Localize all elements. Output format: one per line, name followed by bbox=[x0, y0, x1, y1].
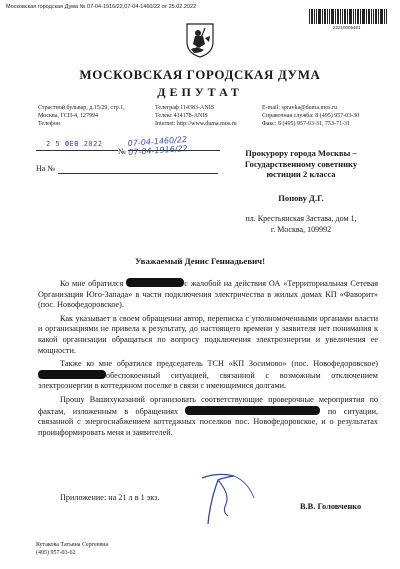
phone-label: Телефон bbox=[38, 121, 60, 127]
na-underline bbox=[58, 173, 218, 174]
address-line-1: Страстной бульвар, д.15/29, стр.1, bbox=[38, 105, 125, 111]
contacts-address bbox=[38, 104, 143, 128]
executor-phone: (495) 957-03-62 bbox=[36, 550, 76, 556]
address-line-2: Москва, ГСП-4, 127994 bbox=[38, 113, 99, 119]
paragraph-2: Как указывает в своем обращении автор, переписка с уполномоченными органами власти и организациями не привела к результату, до настоящего времени у заявителя нет понимания к какой организации обращаться по вопросу подключения электроэнергии и увеличения ее мощности. bbox=[38, 313, 378, 355]
p1-start: Ко мне обратился bbox=[60, 279, 124, 288]
recipient-name: Попову Д.Г. bbox=[278, 193, 324, 203]
contacts-email bbox=[262, 104, 396, 128]
p3-end: обеспокоенный ситуацией, связанной с возможным отключением электроэнергии в коттеджном поселке в связи с имеющимися долгами. bbox=[38, 370, 378, 391]
recipient-address-1: пл. Крестьянская Застава, дом 1, bbox=[245, 214, 357, 223]
redaction bbox=[126, 278, 184, 287]
executor-block bbox=[36, 541, 108, 557]
recipient-address bbox=[222, 214, 380, 235]
email-link[interactable]: E-mail: spravka@duma.mos.ru bbox=[262, 105, 338, 111]
help-service: Справочная служба: 8 (495) 957-03-30 bbox=[262, 113, 360, 119]
fax: Факс: 8 (495) 957-03-31, 753-71-31 bbox=[262, 121, 350, 127]
paragraph-1 bbox=[38, 278, 378, 311]
org-subtitle: ДЕПУТАТ bbox=[157, 85, 243, 99]
handwritten-reg-numbers: 07-04-1460/22 07-04-1916/22 bbox=[127, 134, 188, 158]
date-stamp: 2 5 ФЕВ 2022 bbox=[46, 140, 103, 148]
moscow-coat-of-arms-icon bbox=[185, 22, 215, 58]
internet-link[interactable]: Internet: http://www.duma.mos.ru bbox=[155, 121, 237, 127]
paragraph-4 bbox=[38, 395, 378, 438]
salutation: Уважаемый Денис Геннадьевич! bbox=[134, 256, 266, 266]
signature bbox=[188, 468, 258, 530]
document-header-line: Московская городская Дума № 07-04-1916/22,07-04-1460/22 от 25.02.2022 bbox=[6, 4, 197, 10]
executor-name: Кутакова Татьяна Сергеевна bbox=[36, 542, 109, 548]
signature-name: В.В. Головченко bbox=[300, 502, 362, 511]
handwritten-signature-icon bbox=[188, 468, 258, 530]
p4-start: Прошу Вашихуказаний организовать соответствующие проверочные мероприятия по фактам, изложенным в обращениях bbox=[38, 394, 378, 416]
date-underline bbox=[36, 150, 118, 151]
redaction bbox=[185, 406, 320, 415]
recipient-line-2: Государственному советнику bbox=[244, 158, 358, 169]
na-label: На № bbox=[36, 164, 55, 173]
recipient-address-2: г. Москва, 109992 bbox=[270, 224, 332, 234]
org-name: МОСКОВСКАЯ ГОРОДСКАЯ ДУМА bbox=[79, 67, 321, 82]
telegraph: Телеграф 114383-ANIS bbox=[155, 105, 215, 111]
recipient-title bbox=[222, 148, 380, 180]
number-underline bbox=[128, 150, 220, 151]
attachment-line: Приложение: на 21 л в 1 экз. bbox=[60, 493, 160, 502]
p3-start: Также ко мне обратился председатель ТСН «КП Зосимово» (пос. Новофедоровское) bbox=[60, 359, 378, 369]
contacts-telegraph bbox=[155, 104, 265, 128]
recipient-line-3: юстиции 2 класса bbox=[266, 169, 336, 179]
barcode-number: 22210005481 bbox=[333, 25, 361, 30]
recipient-line-1: Прокурору города Москвы – bbox=[245, 148, 357, 158]
letter-body bbox=[38, 278, 378, 438]
coat-of-arms bbox=[185, 22, 215, 58]
number-sign: № bbox=[118, 147, 126, 156]
p1-end: с жалобой на действия ОА «Территориальная Сетевая Организация Юго-Запада» в части подключения электричества в жилых домах КП «Фаворит» (пос. Новофедоровское). bbox=[38, 279, 378, 310]
p4-end: по ситуации, связанной с энергоснабжением коттеджных поселков пос. Новофедоровское, и о результатах проинформировать меня и заявителей. bbox=[38, 406, 379, 437]
telex: Телекс 414178-ANIS bbox=[155, 113, 208, 119]
redaction bbox=[38, 370, 106, 379]
paragraph-3 bbox=[38, 359, 378, 392]
